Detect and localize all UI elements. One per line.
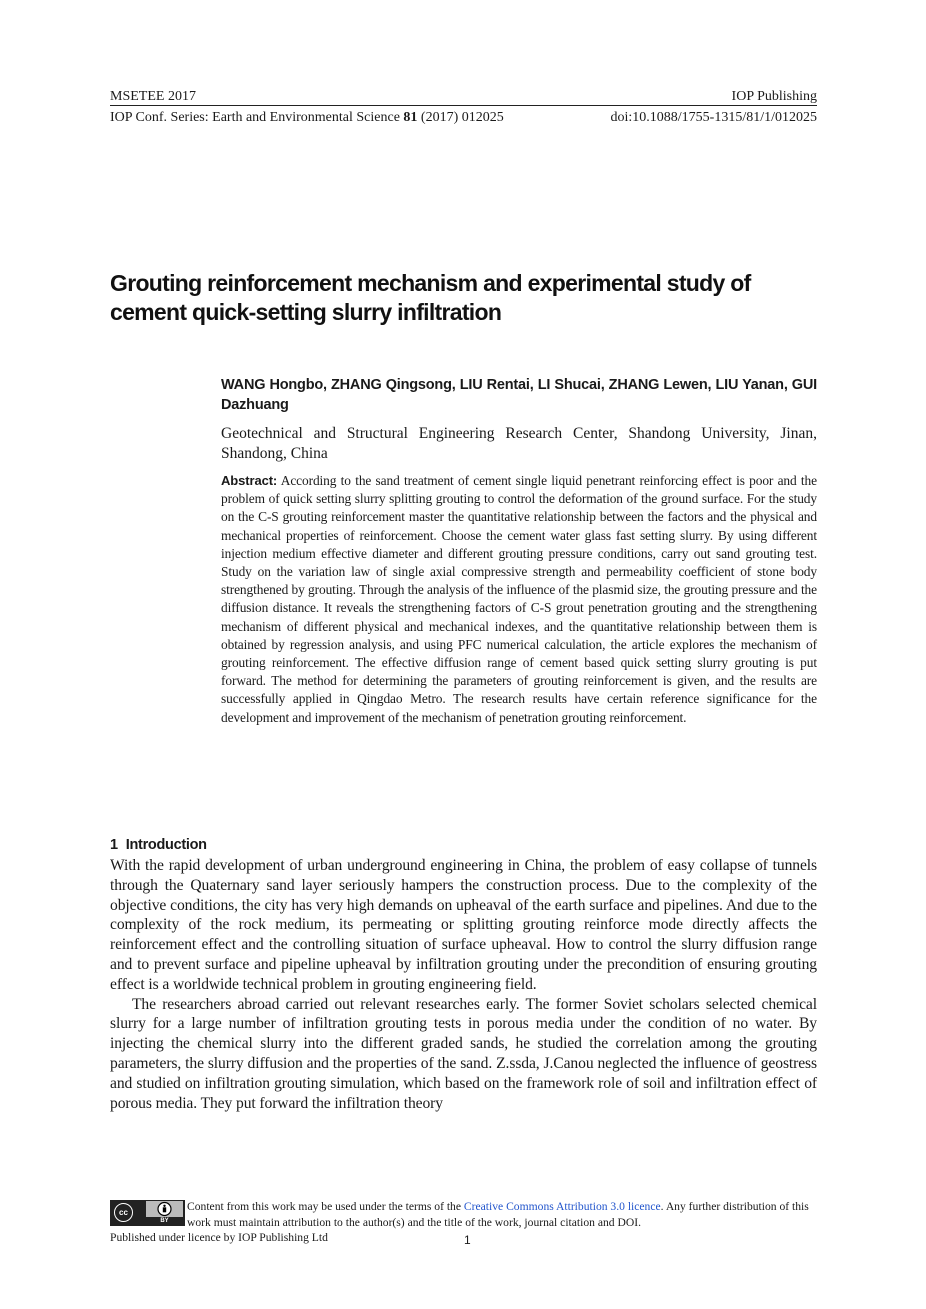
- header-rule: [110, 105, 817, 106]
- license-link[interactable]: Creative Commons Attribution 3.0 licence: [463, 1200, 661, 1213]
- section-number: 1: [110, 837, 118, 853]
- affiliation: Geotechnical and Structural Engineering Research Center, Shandong University, Jinan, Shandong, China: [221, 425, 817, 462]
- paper-title: Grouting reinforcement mechanism and experimental study of cement quick-setting slurry infiltration: [110, 270, 751, 325]
- section-title: Introduction: [125, 837, 207, 853]
- license-prefix: Content from this work may be used under the terms of the: [187, 1200, 464, 1213]
- attribution-person-icon: [146, 1201, 183, 1217]
- publisher-name: IOP Publishing: [731, 89, 817, 104]
- page-number: 1: [464, 1233, 471, 1247]
- series-suffix: (2017) 012025: [417, 110, 504, 125]
- published-statement: Published under licence by IOP Publishing Ltd: [110, 1231, 328, 1244]
- license-suffix: . Any further distribution of this work must maintain attribution to the author(s) and the title of the work, journal citation and DOI.: [187, 1200, 809, 1229]
- badge-panel: [146, 1201, 183, 1217]
- license-text: [187, 1199, 827, 1230]
- body-paragraph: With the rapid development of urban underground engineering in China, the problem of easy collapse of tunnels through the Quaternary sand layer seriously hampers the construction process. Due to the complexity of the objective conditions, the city has very high demands on upheaval of the earth surface and pipelines. And due to the complexity of the rock medium, its permeating or splitting grouting reinforce mode directly affects the reinforcement effect and the controlling situation of surface upheaval. How to control the slurry diffusion range and to prevent surface and pipeline upheaval by infiltration grouting under the precondition of ensuring grouting effect is a worldwide technical problem in grouting engineering field.: [110, 857, 817, 993]
- abstract-label: Abstract:: [221, 473, 278, 488]
- conference-name: MSETEE 2017: [110, 89, 196, 104]
- by-label: BY: [146, 1217, 183, 1225]
- volume-number: 81: [403, 110, 418, 125]
- body-paragraph: The researchers abroad carried out relevant researches early. The former Soviet scholars selected chemical slurry for a large number of infiltration grouting tests in porous media under the condition of no water. By injecting the chemical slurry into the different graded sands, he studied the correlation among the grouting parameters, the slurry diffusion and the properties of the sand. Z.ssda, J.Canou neglected the influence of geostress and studied on infiltration grouting simulation, which based on the framework role of soil and infiltration effect of porous media. They put forward the infiltration theory: [110, 995, 817, 1112]
- cc-by-license-badge[interactable]: [110, 1200, 185, 1226]
- series-citation: [110, 110, 504, 126]
- series-prefix: IOP Conf. Series: Earth and Environmental Science: [110, 110, 404, 125]
- section-heading: [110, 836, 207, 854]
- abstract-text: According to the sand treatment of cement single liquid penetrant reinforcing effect is poor and the problem of quick setting slurry splitting grouting to control the deformation of the ground surface. For the study on the C-S grouting reinforcement master the quantitative relationship between the factors and the physical and mechanical properties of reinforcement. Choose the cement water glass fast setting slurry. By using different injection medium effective diameter and different grouting pressure conditions, carry out sand grouting test. Study on the variation law of single axial compressive strength and permeability coefficient of stone body strengthened by grouting. Through the analysis of the influence of the plasmid size, the grouting pressure and the diffusion distance. It reveals the strengthening factors of C-S grout penetration grouting and the strengthening mechanism of different physical and mechanical indexes, and the quantitative relationship between them is obtained by regression analysis, and using PFC numerical calculation, the article explores the mechanism of grouting reinforcement. The effective diffusion range of cement based quick setting slurry grouting is put forward. The method for determining the parameters of grouting reinforcement is given, and the results are successfully applied in Qingdao Metro. The research results have certain reference significance for the development and improvement of the mechanism of penetration grouting reinforcement.: [221, 473, 817, 725]
- section-body: [110, 856, 817, 1113]
- author-list: WANG Hongbo, ZHANG Qingsong, LIU Rentai, LI Shucai, ZHANG Lewen, LIU Yanan, GUI Dazhuang: [221, 377, 817, 413]
- creative-commons-icon: cc: [114, 1203, 133, 1222]
- doi: doi:10.1088/1755-1315/81/1/012025: [610, 110, 817, 125]
- abstract: [221, 472, 817, 727]
